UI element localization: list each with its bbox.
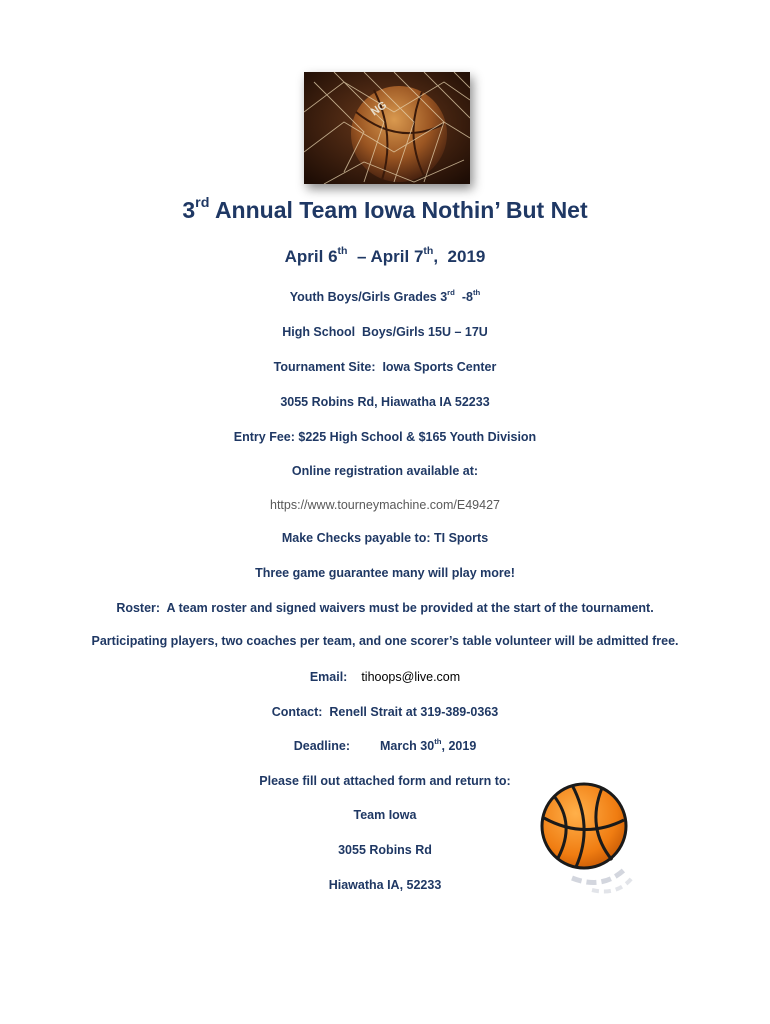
deadline-label: Deadline: [293, 739, 350, 753]
tournament-dates: April 6th – April 7th, 2019 [284, 245, 486, 266]
high-school-divisions: High School Boys/Girls 15U – 17U [282, 325, 488, 339]
flyer-title: 3rd Annual Team Iowa Nothin’ But Net [182, 195, 588, 223]
registration-link[interactable]: https://www.tourneymachine.com/E49427 [270, 498, 500, 512]
admission-note: Participating players, two coaches per team, and one scorer’s table volunteer will be admitted free. [91, 634, 679, 648]
title-ordinal: rd [195, 195, 210, 212]
email-line [0, 670, 770, 685]
tournament-site: Tournament Site: Iowa Sports Center [273, 360, 497, 374]
deadline-line [0, 739, 770, 754]
return-instructions: Please fill out attached form and return to: [259, 774, 511, 788]
basketball-icon [532, 778, 644, 898]
online-registration-label: Online registration available at: [291, 464, 479, 478]
email-address[interactable]: tihoops@live.com [361, 670, 461, 684]
contact-line: Contact: Renell Strait at 319-389-0363 [271, 705, 499, 719]
make-checks-payable: Make Checks payable to: TI Sports [281, 531, 489, 545]
site-address: 3055 Robins Rd, Hiawatha IA 52233 [280, 395, 490, 409]
photo-logo-text: NG [368, 99, 390, 119]
return-street: 3055 Robins Rd [338, 843, 432, 857]
entry-fee: Entry Fee: $225 High School & $165 Youth Division [233, 430, 537, 444]
email-label: Email: [309, 670, 348, 684]
basketball-net-photo [304, 72, 470, 184]
roster-requirement: Roster: A team roster and signed waivers must be provided at the start of the tournament. [116, 601, 654, 615]
deadline-date: March 30th, 2019 [379, 737, 477, 753]
return-city: Hiawatha IA, 52233 [328, 878, 442, 892]
youth-divisions: Youth Boys/Girls Grades 3rd -8th [289, 288, 481, 304]
game-guarantee: Three game guarantee many will play more! [255, 566, 515, 580]
return-name: Team Iowa [353, 808, 417, 822]
